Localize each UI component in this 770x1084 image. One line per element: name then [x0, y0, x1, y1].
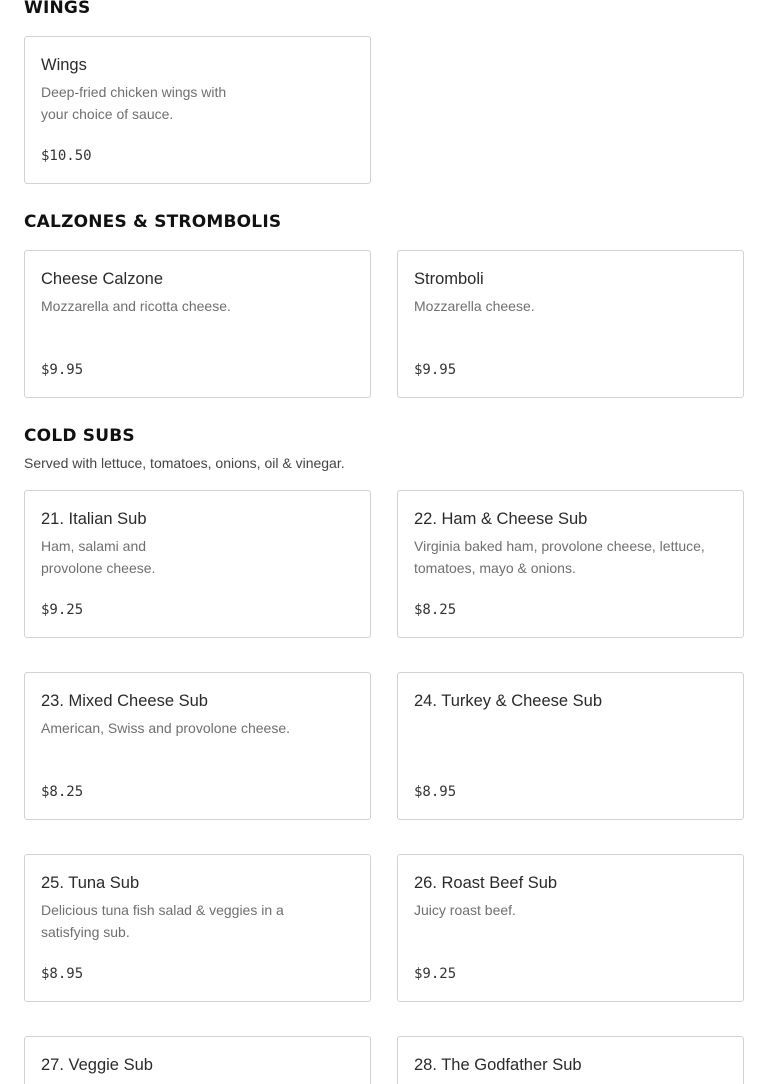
section-subtitle: Served with lettuce, tomatoes, onions, oil & vinegar.: [24, 455, 345, 471]
menu-item-name: 25. Tuna Sub: [41, 874, 140, 892]
menu-item-price: $8.95: [41, 966, 84, 982]
menu-item-description: Deep-fried chicken wings with your choice of sauce.: [41, 84, 227, 122]
menu-item-name: 28. The Godfather Sub: [414, 1056, 582, 1074]
menu-item-card[interactable]: [397, 672, 744, 820]
menu-item-price: $9.95: [414, 362, 457, 378]
menu-item-price: $8.25: [414, 602, 457, 618]
menu-item-name: 21. Italian Sub: [41, 510, 147, 528]
menu-item-price: $9.25: [414, 966, 457, 982]
menu-item-name: Cheese Calzone: [41, 270, 163, 288]
menu-item-name: 22. Ham & Cheese Sub: [414, 510, 588, 528]
menu-item-description: Mozzarella cheese.: [414, 298, 535, 314]
menu-item-name: 26. Roast Beef Sub: [414, 874, 558, 892]
menu-item-description: Juicy roast beef.: [414, 902, 516, 918]
menu-item-name: Wings: [41, 56, 87, 74]
menu-item-name: 27. Veggie Sub: [41, 1056, 153, 1074]
menu-item-card[interactable]: [24, 490, 371, 638]
menu-item-name: 23. Mixed Cheese Sub: [41, 692, 208, 710]
menu-item-card[interactable]: [397, 250, 744, 398]
section-title-calzones: CALZONES & STROMBOLIS: [24, 212, 282, 232]
menu-item-card[interactable]: [24, 250, 371, 398]
menu-item-price: $9.25: [41, 602, 84, 618]
menu-item-price: $10.50: [41, 148, 92, 164]
menu-item-description: Mozzarella and ricotta cheese.: [41, 298, 231, 314]
menu-item-price: $8.95: [414, 784, 457, 800]
menu-item-card[interactable]: [397, 854, 744, 1002]
menu-item-description: Ham, salami and provolone cheese.: [41, 538, 156, 576]
menu-item-name: 24. Turkey & Cheese Sub: [414, 692, 603, 710]
menu-item-name: Stromboli: [414, 270, 484, 288]
menu-item-card[interactable]: [24, 36, 371, 184]
menu-item-description: Delicious tuna fish salad & veggies in a satisfying sub.: [41, 902, 284, 940]
section-title-cold-subs: COLD SUBS: [24, 426, 135, 446]
menu-item-card[interactable]: [24, 1036, 371, 1084]
menu-item-description: American, Swiss and provolone cheese.: [41, 720, 291, 736]
menu-item-description: Virginia baked ham, provolone cheese, lettuce, tomatoes, mayo & onions.: [414, 538, 705, 576]
menu-item-price: $9.95: [41, 362, 84, 378]
menu-item-card[interactable]: [24, 672, 371, 820]
menu-item-card[interactable]: [397, 490, 744, 638]
menu-item-price: $8.25: [41, 784, 84, 800]
section-title-wings: WINGS: [24, 0, 91, 18]
menu-item-card[interactable]: [24, 854, 371, 1002]
menu-item-card[interactable]: [397, 1036, 744, 1084]
